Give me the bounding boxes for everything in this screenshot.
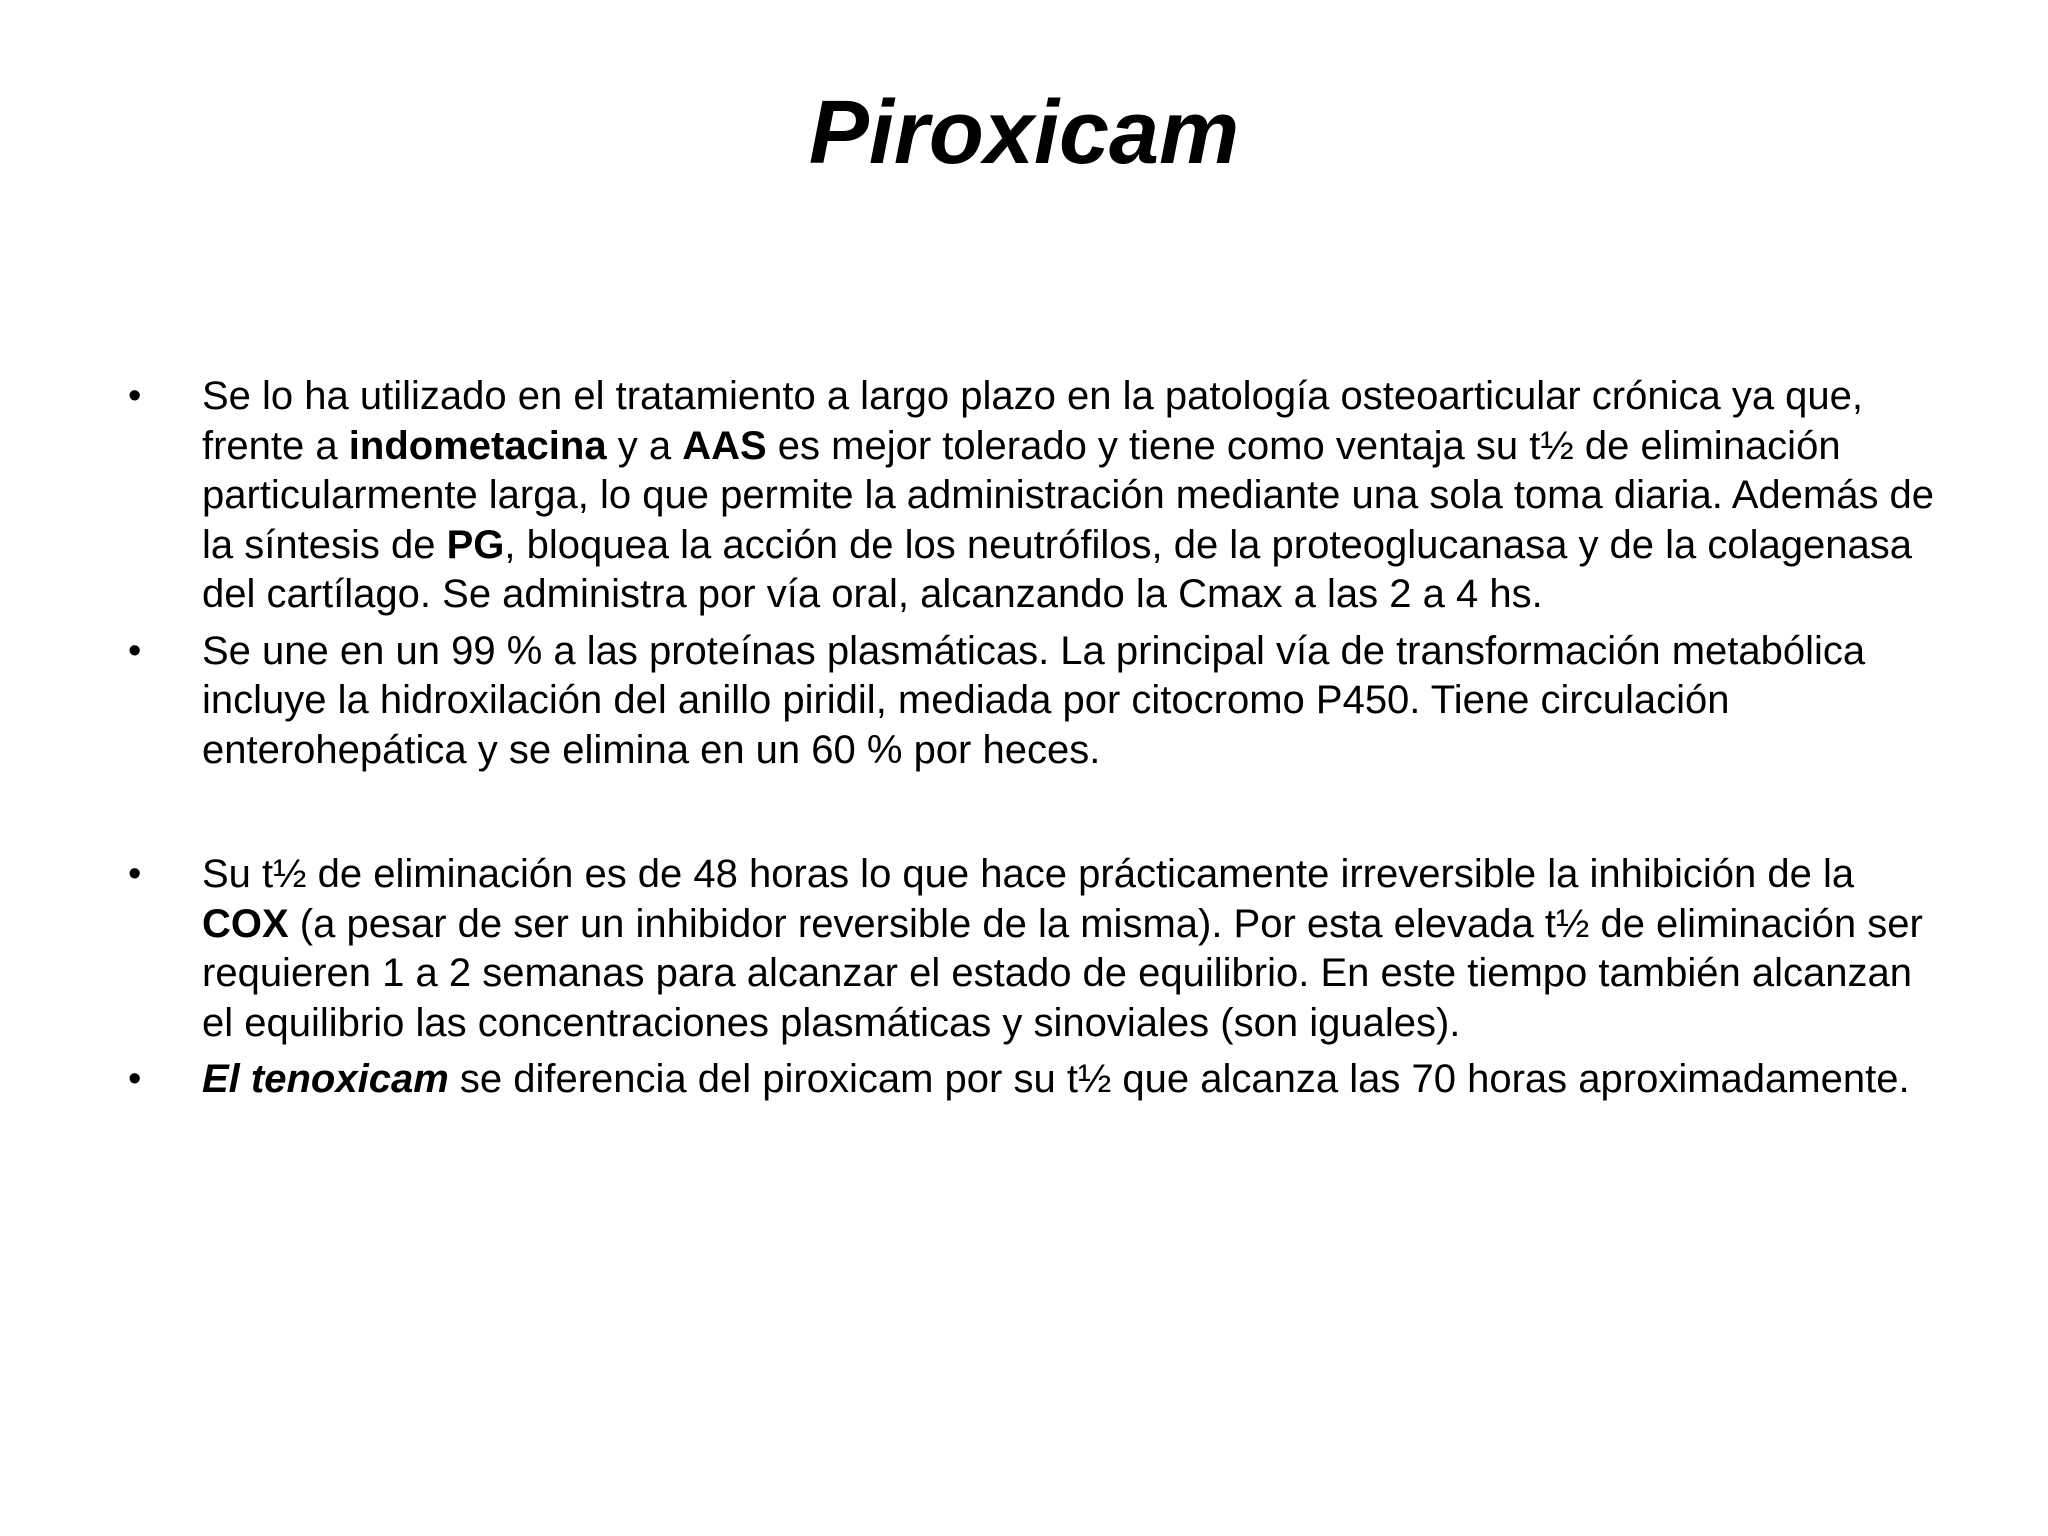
bullet-icon: • <box>128 375 142 417</box>
bullet-list <box>120 372 1940 1112</box>
bullet-icon: • <box>128 629 142 672</box>
bullet-1-text-4: , bloquea la acción de los neutrófilos, de la proteoglucanasa y de la colagenasa del cartílago. Se administra por vía oral, alcanzando la Cmax a las 2 a 4 hs. <box>202 522 1913 616</box>
bullet-1-text: Se lo ha utilizado en el tratamiento a largo plazo en la patología osteoarticular crónica ya que, frente a <box>202 374 1864 468</box>
bullet-3-text-2: (a pesar de ser un inhibidor reversible de la misma). Por esta elevada t½ de eliminación ser requieren 1 a 2 semanas para alcanzar el estado de equilibrio. En este tiempo también alcanzan el equilibrio las concentraciones plasmáticas y sinoviales (son iguales). <box>202 901 1923 1045</box>
bold-term-pg: PG <box>446 522 505 567</box>
bold-italic-term-tenoxicam: El tenoxicam <box>202 1057 449 1101</box>
bold-term-indometacina: indometacina <box>348 423 607 468</box>
bold-term-aas: AAS <box>682 423 767 468</box>
bullet-1-text-3: es mejor tolerado y tiene como ventaja su t½ de eliminación particularmente larga, lo que permite la administración mediante una sola toma diaria. Además de la síntesis de <box>202 423 1935 567</box>
bullet-icon: • <box>128 853 142 895</box>
bullet-item-1 <box>120 372 1940 620</box>
bullet-item-2 <box>120 627 1940 776</box>
bullet-item-3 <box>120 850 1940 1048</box>
bullet-icon: • <box>128 1058 142 1100</box>
bullet-1-text-2: y a <box>606 423 683 468</box>
bullet-4-text: se diferencia del piroxicam por su t½ que alcanza las 70 horas aproximadamente. <box>448 1057 1910 1101</box>
bullet-2-text: Se une en un 99 % a las proteínas plasmáticas. La principal vía de transformación metabólica incluye la hidroxilación del anillo piridil, mediada por citocromo P450. Tiene circulación enterohepática y se elimina en un 60 % por heces. <box>202 628 1866 772</box>
slide-title: Piroxicam <box>808 83 1240 183</box>
bullet-3-text: Su t½ de eliminación es de 48 horas lo que hace prácticamente irreversible la inhibición de la <box>202 852 1855 896</box>
bold-term-cox: COX <box>202 901 289 946</box>
bullet-item-4 <box>120 1055 1940 1105</box>
